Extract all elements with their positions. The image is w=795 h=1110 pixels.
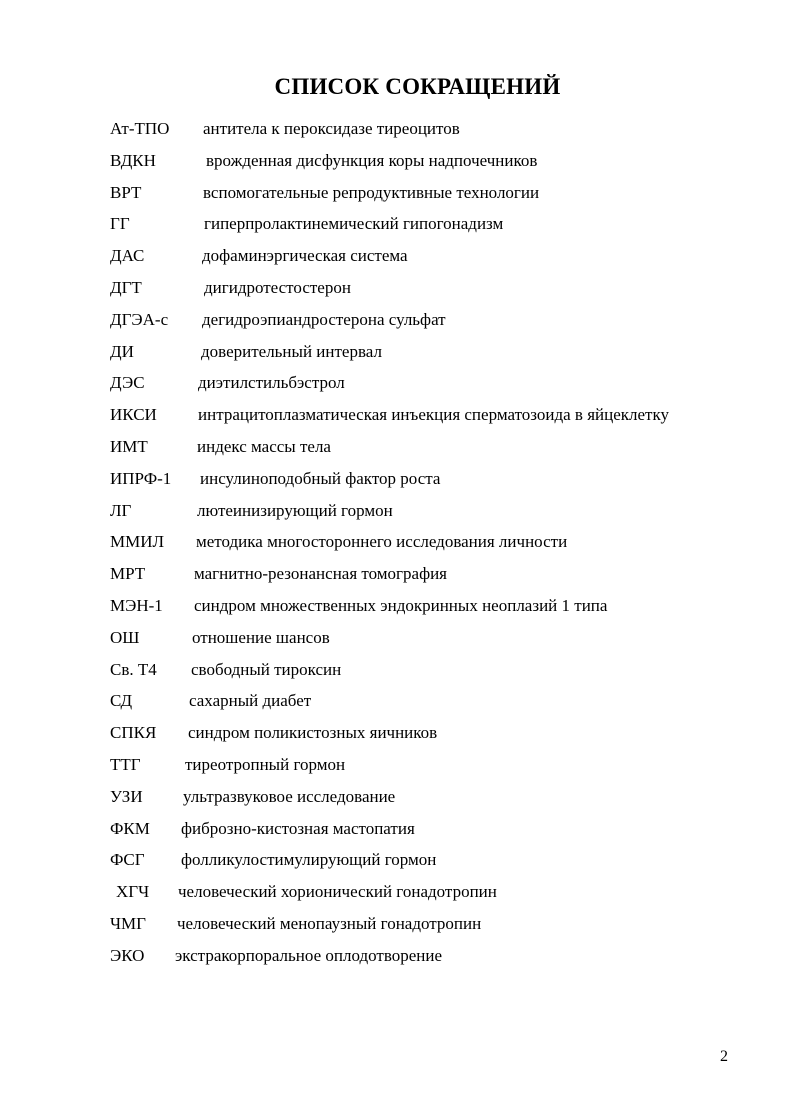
list-item (0, 336, 795, 368)
abbreviation: ЧМГ (110, 913, 146, 933)
list-item (0, 749, 795, 781)
list-item (0, 495, 795, 527)
definition: свободный тироксин (191, 659, 342, 679)
abbreviation: СПКЯ (110, 723, 157, 743)
abbreviation: ГГ (110, 214, 130, 234)
list-item (0, 113, 795, 145)
list-item (0, 240, 795, 272)
abbreviation: ДЭС (110, 373, 145, 393)
definition: антитела к пероксидазе тиреоцитов (203, 119, 460, 138)
definition: гиперпролактинемический гипогонадизм (204, 214, 504, 234)
definition: доверительный интервал (201, 341, 382, 361)
list-item (0, 908, 795, 940)
definition: врожденная дисфункция коры надпочечников (206, 150, 538, 170)
list-item (0, 813, 795, 845)
definition: лютеинизирующий гормон (197, 500, 393, 520)
abbreviation: Ат-ТПО (110, 119, 170, 138)
definition: синдром поликистозных яичников (188, 723, 438, 743)
abbreviation: УЗИ (110, 786, 143, 806)
abbreviation: ДГЭА-с (110, 309, 169, 329)
definition: отношение шансов (192, 627, 330, 647)
list-item (0, 177, 795, 209)
definition: человеческий менопаузный гонадотропин (177, 913, 482, 933)
abbreviation: ФСГ (110, 850, 145, 870)
abbreviation: МЭН-1 (110, 595, 163, 615)
list-item (0, 622, 795, 654)
definition: фиброзно-кистозная мастопатия (181, 818, 415, 838)
list-item (0, 876, 795, 908)
definition: методика многостороннего исследования личности (196, 532, 568, 552)
list-item (0, 590, 795, 622)
list-item (0, 685, 795, 717)
abbreviation: ХГЧ (116, 882, 150, 902)
definition: дегидроэпиандростерона сульфат (202, 309, 446, 329)
definition: индекс массы тела (197, 436, 331, 456)
abbreviation: ДГТ (110, 277, 142, 297)
list-item (0, 399, 795, 431)
abbreviation: ФКМ (110, 818, 150, 838)
definition: фолликулостимулирующий гормон (181, 850, 437, 870)
abbreviation: ЭКО (110, 945, 145, 965)
page-title: СПИСОК СОКРАЩЕНИЙ (274, 74, 561, 99)
definition: ультразвуковое исследование (183, 786, 396, 806)
abbreviation: ИКСИ (110, 405, 157, 425)
list-item (0, 558, 795, 590)
list-item (0, 940, 795, 972)
list-item (0, 463, 795, 495)
abbreviation: ОШ (110, 627, 140, 647)
list-item (0, 145, 795, 177)
list-item (0, 844, 795, 876)
list-item (0, 717, 795, 749)
abbreviation: ДАС (110, 246, 145, 266)
abbreviation: Св. Т4 (110, 659, 157, 679)
list-item (0, 654, 795, 686)
abbreviation: ДИ (110, 341, 134, 361)
abbreviation: ВРТ (110, 182, 142, 202)
definition: магнитно-резонансная томография (194, 564, 447, 584)
abbreviation-list (0, 113, 795, 972)
abbreviation: СД (110, 691, 133, 711)
definition: дигидротестостерон (204, 277, 351, 297)
list-item (0, 208, 795, 240)
definition: инсулиноподобный фактор роста (200, 468, 441, 488)
definition: дофаминэргическая система (202, 246, 408, 266)
page-number: 2 (720, 1048, 728, 1065)
abbreviation: ММИЛ (110, 532, 165, 552)
list-item (0, 526, 795, 558)
abbreviation: МРТ (110, 564, 146, 584)
list-item (0, 272, 795, 304)
abbreviation: ИМТ (110, 436, 148, 456)
abbreviation: ВДКН (110, 150, 156, 170)
definition: сахарный диабет (189, 691, 312, 711)
list-item (0, 781, 795, 813)
definition: вспомогательные репродуктивные технологии (203, 182, 540, 202)
abbreviation: ТТГ (110, 754, 141, 774)
abbreviation: ИПРФ-1 (110, 468, 172, 488)
list-item (0, 431, 795, 463)
definition: тиреотропный гормон (185, 754, 346, 774)
abbreviation: ЛГ (110, 500, 132, 520)
list-item (0, 367, 795, 399)
definition: синдром множественных эндокринных неоплазий 1 типа (194, 595, 608, 615)
list-item (0, 304, 795, 336)
definition: человеческий хорионический гонадотропин (178, 882, 497, 902)
definition: экстракорпоральное оплодотворение (175, 945, 443, 965)
definition: диэтилстильбэстрол (198, 373, 345, 393)
definition: интрацитоплазматическая инъекция сперматозоида в яйцеклетку (198, 405, 670, 425)
